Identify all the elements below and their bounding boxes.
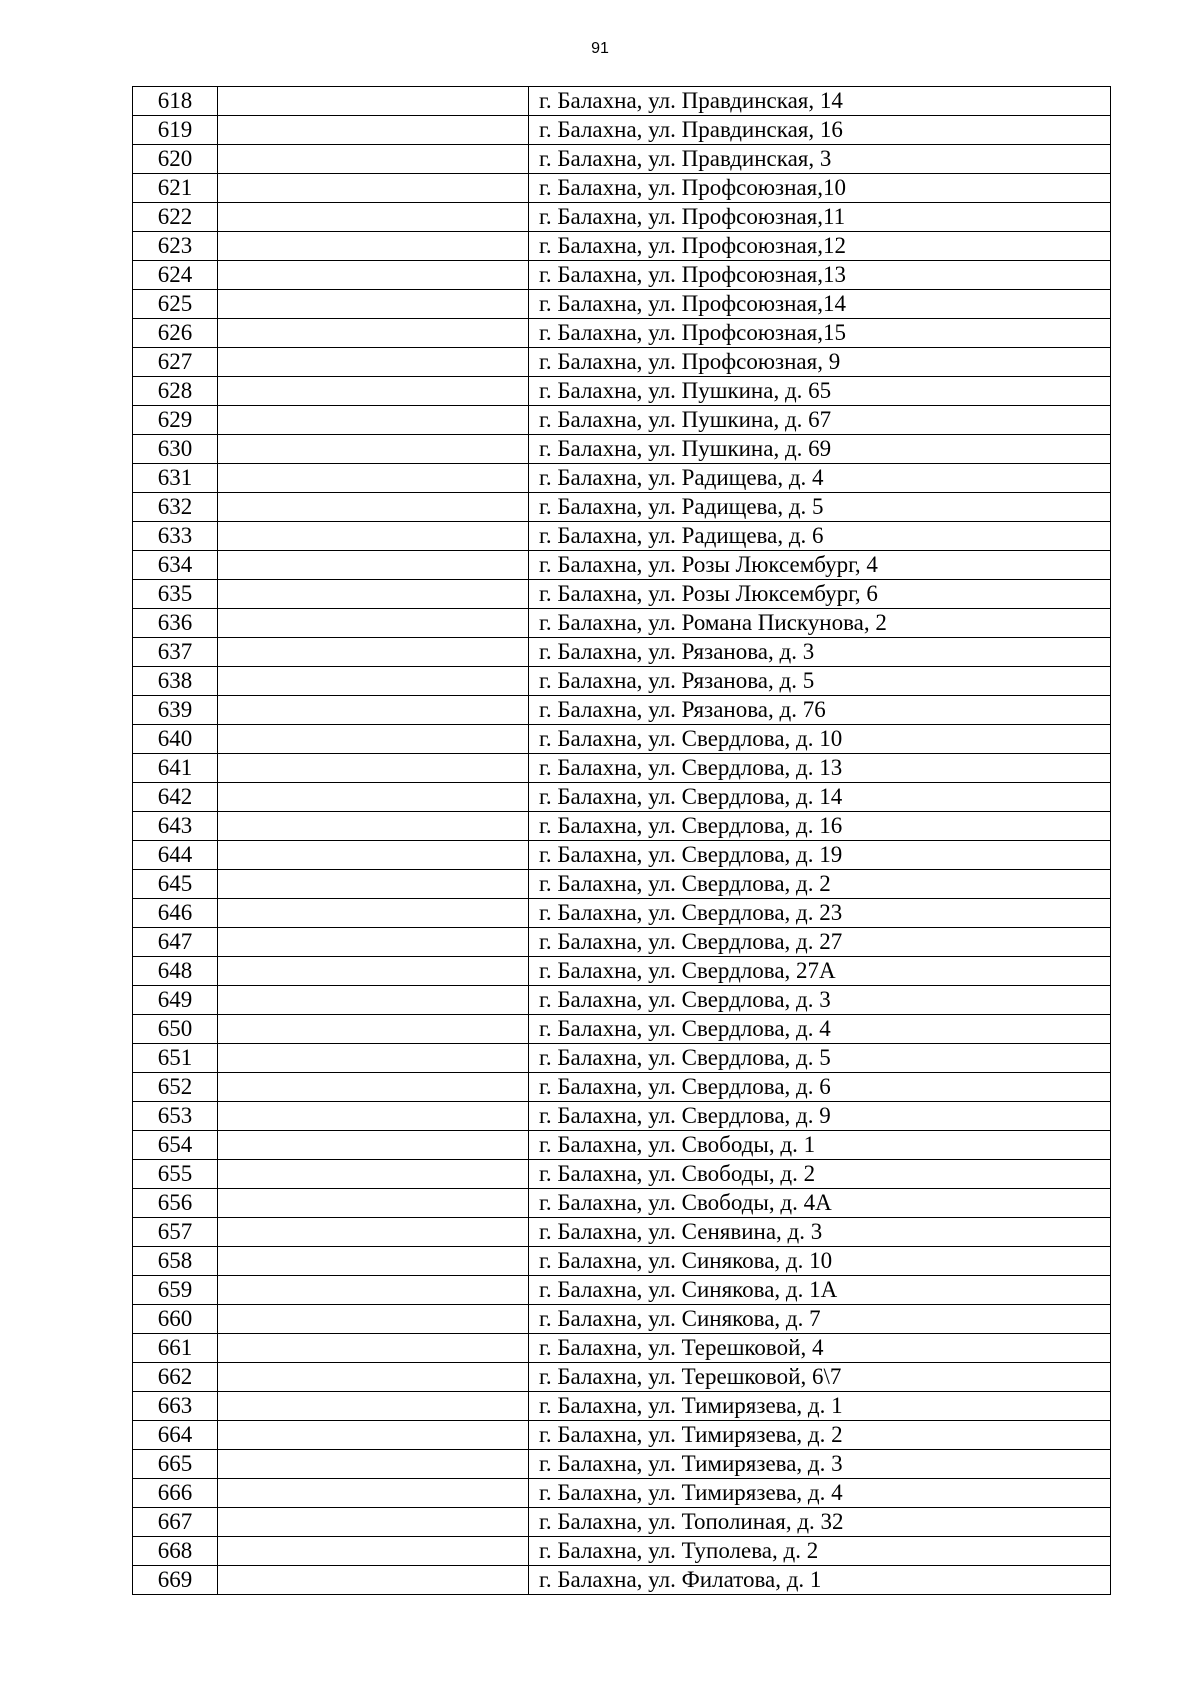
address-cell: г. Балахна, ул. Туполева, д. 2 [529, 1537, 1111, 1566]
row-number-cell: 641 [133, 754, 218, 783]
table-row [133, 1566, 1111, 1595]
table-row [133, 1305, 1111, 1334]
empty-cell [218, 522, 529, 551]
address-cell: г. Балахна, ул. Пушкина, д. 65 [529, 377, 1111, 406]
empty-cell [218, 1421, 529, 1450]
row-number-cell: 643 [133, 812, 218, 841]
table-row [133, 667, 1111, 696]
row-number-cell: 648 [133, 957, 218, 986]
address-cell: г. Балахна, ул. Свободы, д. 2 [529, 1160, 1111, 1189]
empty-cell [218, 87, 529, 116]
address-cell: г. Балахна, ул. Свердлова, д. 19 [529, 841, 1111, 870]
empty-cell [218, 116, 529, 145]
address-cell: г. Балахна, ул. Свердлова, д. 10 [529, 725, 1111, 754]
row-number-cell: 650 [133, 1015, 218, 1044]
address-cell: г. Балахна, ул. Свердлова, д. 9 [529, 1102, 1111, 1131]
empty-cell [218, 1189, 529, 1218]
row-number-cell: 646 [133, 899, 218, 928]
row-number-cell: 654 [133, 1131, 218, 1160]
address-cell: г. Балахна, ул. Розы Люксембург, 4 [529, 551, 1111, 580]
address-cell: г. Балахна, ул. Терешковой, 4 [529, 1334, 1111, 1363]
address-cell: г. Балахна, ул. Пушкина, д. 69 [529, 435, 1111, 464]
row-number-cell: 619 [133, 116, 218, 145]
address-cell: г. Балахна, ул. Свердлова, д. 6 [529, 1073, 1111, 1102]
empty-cell [218, 145, 529, 174]
table-row [133, 1479, 1111, 1508]
address-cell: г. Балахна, ул. Филатова, д. 1 [529, 1566, 1111, 1595]
row-number-cell: 653 [133, 1102, 218, 1131]
row-number-cell: 628 [133, 377, 218, 406]
empty-cell [218, 783, 529, 812]
empty-cell [218, 464, 529, 493]
empty-cell [218, 1218, 529, 1247]
row-number-cell: 631 [133, 464, 218, 493]
table-row [133, 1015, 1111, 1044]
table-row [133, 1131, 1111, 1160]
table-row [133, 957, 1111, 986]
table-row [133, 1537, 1111, 1566]
row-number-cell: 657 [133, 1218, 218, 1247]
address-cell: г. Балахна, ул. Свердлова, д. 16 [529, 812, 1111, 841]
row-number-cell: 665 [133, 1450, 218, 1479]
row-number-cell: 656 [133, 1189, 218, 1218]
table-row [133, 696, 1111, 725]
empty-cell [218, 1073, 529, 1102]
row-number-cell: 635 [133, 580, 218, 609]
empty-cell [218, 1015, 529, 1044]
empty-cell [218, 1247, 529, 1276]
address-cell: г. Балахна, ул. Свердлова, д. 14 [529, 783, 1111, 812]
address-table-body [133, 87, 1111, 1595]
address-cell: г. Балахна, ул. Терешковой, 6\7 [529, 1363, 1111, 1392]
row-number-cell: 618 [133, 87, 218, 116]
row-number-cell: 647 [133, 928, 218, 957]
row-number-cell: 621 [133, 174, 218, 203]
address-cell: г. Балахна, ул. Свердлова, д. 13 [529, 754, 1111, 783]
page-number: 91 [591, 40, 609, 57]
row-number-cell: 644 [133, 841, 218, 870]
address-cell: г. Балахна, ул. Тимирязева, д. 3 [529, 1450, 1111, 1479]
table-row [133, 754, 1111, 783]
address-cell: г. Балахна, ул. Романа Пискунова, 2 [529, 609, 1111, 638]
address-cell: г. Балахна, ул. Профсоюзная,11 [529, 203, 1111, 232]
table-row [133, 203, 1111, 232]
address-cell: г. Балахна, ул. Сенявина, д. 3 [529, 1218, 1111, 1247]
address-cell: г. Балахна, ул. Правдинская, 3 [529, 145, 1111, 174]
row-number-cell: 663 [133, 1392, 218, 1421]
empty-cell [218, 203, 529, 232]
empty-cell [218, 435, 529, 464]
empty-cell [218, 928, 529, 957]
table-row [133, 406, 1111, 435]
empty-cell [218, 870, 529, 899]
empty-cell [218, 232, 529, 261]
empty-cell [218, 580, 529, 609]
empty-cell [218, 1392, 529, 1421]
address-cell: г. Балахна, ул. Свободы, д. 4А [529, 1189, 1111, 1218]
row-number-cell: 669 [133, 1566, 218, 1595]
row-number-cell: 660 [133, 1305, 218, 1334]
empty-cell [218, 319, 529, 348]
address-cell: г. Балахна, ул. Правдинская, 14 [529, 87, 1111, 116]
empty-cell [218, 1363, 529, 1392]
row-number-cell: 630 [133, 435, 218, 464]
address-table [132, 86, 1111, 1595]
table-row [133, 1102, 1111, 1131]
empty-cell [218, 1508, 529, 1537]
table-row [133, 1334, 1111, 1363]
table-row [133, 464, 1111, 493]
row-number-cell: 638 [133, 667, 218, 696]
table-row [133, 1073, 1111, 1102]
table-row [133, 377, 1111, 406]
address-cell: г. Балахна, ул. Профсоюзная,13 [529, 261, 1111, 290]
table-row [133, 348, 1111, 377]
row-number-cell: 645 [133, 870, 218, 899]
row-number-cell: 668 [133, 1537, 218, 1566]
empty-cell [218, 725, 529, 754]
table-row [133, 174, 1111, 203]
row-number-cell: 664 [133, 1421, 218, 1450]
row-number-cell: 642 [133, 783, 218, 812]
address-cell: г. Балахна, ул. Синякова, д. 1А [529, 1276, 1111, 1305]
row-number-cell: 659 [133, 1276, 218, 1305]
empty-cell [218, 406, 529, 435]
empty-cell [218, 1044, 529, 1073]
row-number-cell: 620 [133, 145, 218, 174]
empty-cell [218, 1334, 529, 1363]
table-row [133, 986, 1111, 1015]
address-cell: г. Балахна, ул. Свободы, д. 1 [529, 1131, 1111, 1160]
empty-cell [218, 841, 529, 870]
empty-cell [218, 290, 529, 319]
row-number-cell: 649 [133, 986, 218, 1015]
address-cell: г. Балахна, ул. Рязанова, д. 5 [529, 667, 1111, 696]
address-cell: г. Балахна, ул. Рязанова, д. 3 [529, 638, 1111, 667]
address-cell: г. Балахна, ул. Свердлова, д. 27 [529, 928, 1111, 957]
row-number-cell: 624 [133, 261, 218, 290]
row-number-cell: 637 [133, 638, 218, 667]
table-row [133, 609, 1111, 638]
empty-cell [218, 261, 529, 290]
table-row [133, 725, 1111, 754]
table-row [133, 522, 1111, 551]
table-row [133, 638, 1111, 667]
empty-cell [218, 377, 529, 406]
empty-cell [218, 1479, 529, 1508]
address-cell: г. Балахна, ул. Свердлова, 27А [529, 957, 1111, 986]
address-cell: г. Балахна, ул. Свердлова, д. 4 [529, 1015, 1111, 1044]
address-cell: г. Балахна, ул. Радищева, д. 6 [529, 522, 1111, 551]
row-number-cell: 666 [133, 1479, 218, 1508]
table-row [133, 145, 1111, 174]
empty-cell [218, 609, 529, 638]
table-row [133, 1508, 1111, 1537]
address-cell: г. Балахна, ул. Тимирязева, д. 1 [529, 1392, 1111, 1421]
table-row [133, 928, 1111, 957]
table-row [133, 261, 1111, 290]
row-number-cell: 667 [133, 1508, 218, 1537]
row-number-cell: 658 [133, 1247, 218, 1276]
address-cell: г. Балахна, ул. Тимирязева, д. 2 [529, 1421, 1111, 1450]
row-number-cell: 633 [133, 522, 218, 551]
empty-cell [218, 957, 529, 986]
empty-cell [218, 348, 529, 377]
address-cell: г. Балахна, ул. Пушкина, д. 67 [529, 406, 1111, 435]
row-number-cell: 629 [133, 406, 218, 435]
table-row [133, 1044, 1111, 1073]
table-row [133, 493, 1111, 522]
empty-cell [218, 1160, 529, 1189]
table-row [133, 1160, 1111, 1189]
table-row [133, 290, 1111, 319]
table-row [133, 87, 1111, 116]
address-cell: г. Балахна, ул. Свердлова, д. 5 [529, 1044, 1111, 1073]
row-number-cell: 655 [133, 1160, 218, 1189]
table-row [133, 1450, 1111, 1479]
empty-cell [218, 1566, 529, 1595]
empty-cell [218, 754, 529, 783]
empty-cell [218, 667, 529, 696]
empty-cell [218, 899, 529, 928]
table-row [133, 580, 1111, 609]
address-cell: г. Балахна, ул. Профсоюзная,10 [529, 174, 1111, 203]
address-cell: г. Балахна, ул. Розы Люксембург, 6 [529, 580, 1111, 609]
table-row [133, 1276, 1111, 1305]
empty-cell [218, 493, 529, 522]
address-cell: г. Балахна, ул. Свердлова, д. 2 [529, 870, 1111, 899]
address-cell: г. Балахна, ул. Профсоюзная,12 [529, 232, 1111, 261]
empty-cell [218, 1450, 529, 1479]
address-cell: г. Балахна, ул. Синякова, д. 10 [529, 1247, 1111, 1276]
address-cell: г. Балахна, ул. Тополиная, д. 32 [529, 1508, 1111, 1537]
row-number-cell: 640 [133, 725, 218, 754]
table-row [133, 870, 1111, 899]
table-row [133, 232, 1111, 261]
row-number-cell: 661 [133, 1334, 218, 1363]
address-cell: г. Балахна, ул. Рязанова, д. 76 [529, 696, 1111, 725]
table-row [133, 1392, 1111, 1421]
row-number-cell: 652 [133, 1073, 218, 1102]
table-row [133, 1363, 1111, 1392]
row-number-cell: 623 [133, 232, 218, 261]
address-cell: г. Балахна, ул. Свердлова, д. 23 [529, 899, 1111, 928]
table-row [133, 783, 1111, 812]
row-number-cell: 627 [133, 348, 218, 377]
address-cell: г. Балахна, ул. Синякова, д. 7 [529, 1305, 1111, 1334]
table-row [133, 812, 1111, 841]
table-row [133, 1218, 1111, 1247]
empty-cell [218, 174, 529, 203]
empty-cell [218, 986, 529, 1015]
table-row [133, 841, 1111, 870]
table-row [133, 551, 1111, 580]
address-cell: г. Балахна, ул. Тимирязева, д. 4 [529, 1479, 1111, 1508]
address-cell: г. Балахна, ул. Свердлова, д. 3 [529, 986, 1111, 1015]
empty-cell [218, 638, 529, 667]
empty-cell [218, 1305, 529, 1334]
address-cell: г. Балахна, ул. Профсоюзная,15 [529, 319, 1111, 348]
empty-cell [218, 551, 529, 580]
row-number-cell: 625 [133, 290, 218, 319]
empty-cell [218, 812, 529, 841]
row-number-cell: 662 [133, 1363, 218, 1392]
table-row [133, 319, 1111, 348]
row-number-cell: 636 [133, 609, 218, 638]
empty-cell [218, 1102, 529, 1131]
empty-cell [218, 1537, 529, 1566]
table-row [133, 899, 1111, 928]
table-row [133, 116, 1111, 145]
empty-cell [218, 1131, 529, 1160]
row-number-cell: 622 [133, 203, 218, 232]
empty-cell [218, 1276, 529, 1305]
row-number-cell: 626 [133, 319, 218, 348]
row-number-cell: 634 [133, 551, 218, 580]
address-cell: г. Балахна, ул. Профсоюзная, 9 [529, 348, 1111, 377]
table-row [133, 1247, 1111, 1276]
empty-cell [218, 696, 529, 725]
address-cell: г. Балахна, ул. Правдинская, 16 [529, 116, 1111, 145]
address-cell: г. Балахна, ул. Радищева, д. 5 [529, 493, 1111, 522]
address-cell: г. Балахна, ул. Радищева, д. 4 [529, 464, 1111, 493]
table-row [133, 435, 1111, 464]
row-number-cell: 639 [133, 696, 218, 725]
table-row [133, 1421, 1111, 1450]
row-number-cell: 632 [133, 493, 218, 522]
address-cell: г. Балахна, ул. Профсоюзная,14 [529, 290, 1111, 319]
table-row [133, 1189, 1111, 1218]
row-number-cell: 651 [133, 1044, 218, 1073]
